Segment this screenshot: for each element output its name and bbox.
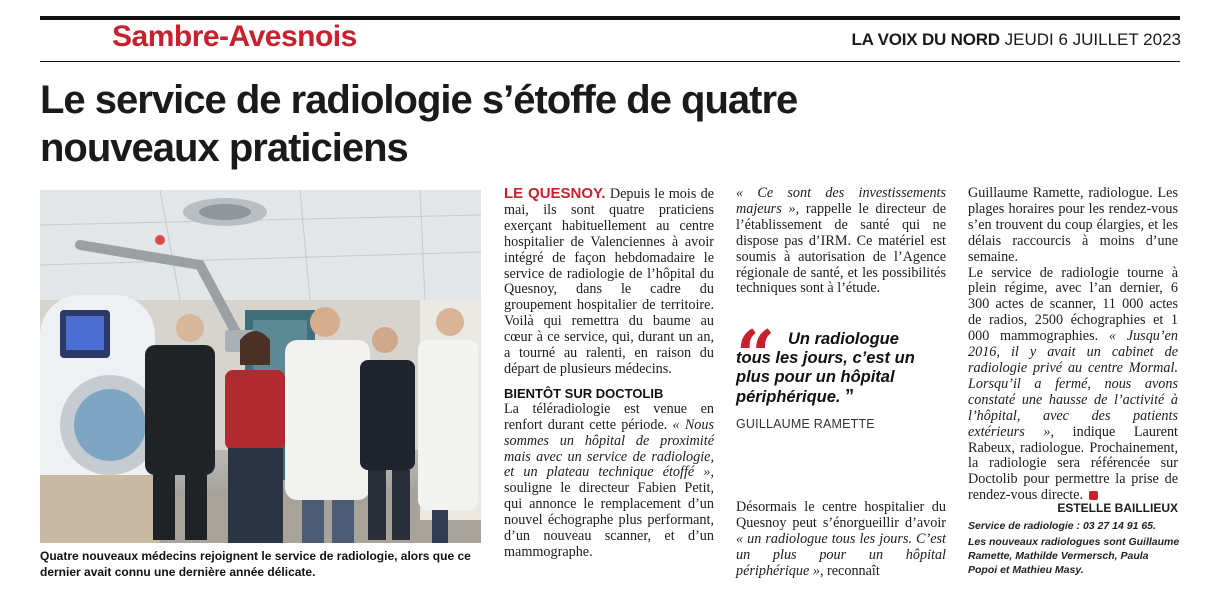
paragraph-teleradiology (504, 402, 714, 561)
service-phone: Service de radiologie : 03 27 14 91 65. (968, 520, 1156, 532)
pull-quote-author: GUILLAUME RAMETTE (736, 417, 875, 431)
text-segment: Désormais le centre hospitalier du Quesnoy peut s’énorgueillir d’avoir (736, 499, 946, 531)
paragraph-investments (736, 186, 946, 297)
intro-text: Depuis le mois de mai, ils sont quatre praticiens exerçant habituellement au centre hospitalier de Valenciennes à avoir intégré de façon hebdomadaire le service de radiologie de l’hôpital du Quesnoy, dans le cadre du groupement hospitalier de territoire. Voilà qui remettra du baume au cœur à ce service, qui, durant un an, a tourné au ralenti, en raison du départ de plusieurs médecins. (504, 186, 715, 377)
paragraph-schedules: Guillaume Ramette, radiologue. Les plages horaires pour les rendez-vous s’en trouvent du coup élargies, et les délais raccourcis à moins d’une semaine. (968, 185, 1178, 265)
text-segment: Le service de radiologie tourne à plein régime, avec l’an dernier, 6 300 actes de scanner, 11 000 actes de radios, 2500 échographies et 1 000 mammographies. (968, 264, 1178, 345)
newspaper-dateline (851, 30, 1181, 50)
photo-caption: Quatre nouveaux médecins rejoignent le service de radiologie, alors que ce dernier avait connu une dernière année délicate. (40, 549, 471, 579)
subheading: BIENTÔT SUR DOCTOLIB (504, 385, 664, 401)
section-title: Sambre-Avesnois (112, 20, 357, 53)
intro-paragraph (504, 186, 714, 378)
quote-segment: « un radiologue tous les jours. C’est un plus pour un hôpital périphérique » (736, 530, 946, 579)
open-quote-mark: “ (736, 316, 776, 396)
article-photo (40, 190, 481, 543)
quote-segment: « Nous sommes un hôpital de proximité mais avec un service de radiologie, et un plateau technique étoffé » (504, 416, 714, 481)
text-segment: La téléradiologie est venue en renfort durant cette période. (504, 400, 714, 433)
text-segment: , rappelle le directeur de l’établissement de santé qui ne dispose pas d’IRM. Ce matériel est soumis à autorisation de l’Agence régionale de santé, et les possibilités techniques sont à l’étude. (736, 200, 946, 297)
text-segment: , souligne le directeur Fabien Petit, qui annonce le remplacement d’un nouvel échographe plus performant, d’un nouveau scanner, et d’un mammographe. (504, 464, 714, 560)
paragraph-daily-radiologist (736, 500, 946, 580)
masthead-bottom-rule (40, 61, 1180, 62)
publication-date: JEUDI 6 JUILLET 2023 (1004, 30, 1181, 49)
radiology-team-illustration (40, 190, 481, 543)
article-column-3 (968, 186, 1178, 504)
location-kicker: LE QUESNOY. (504, 185, 606, 202)
quote-segment: « Ce sont des investissements majeurs » (736, 185, 946, 217)
pull-quote-line: tous les jours, c’est un plus pour un hôpital périphérique. (736, 349, 915, 406)
pull-quote-line: Un radiologue (788, 330, 899, 348)
paragraph-activity (968, 266, 1178, 505)
close-quote-mark: ” (845, 386, 855, 406)
article-column-2 (736, 186, 946, 297)
pull-quote (736, 316, 948, 431)
newspaper-name: LA VOIX DU NORD (851, 30, 1000, 49)
quote-segment: « Jusqu’en 2016, il y avait un cabinet de radiologie privé au centre Mormal. Lorsqu’il a fermé, nous avons constaté une hausse de l’activité à l’hôpital, avec des patients extérieurs » (968, 328, 1178, 440)
text-segment: , indique Laurent Rabeux, radiologue. Prochainement, la radiologie sera référencée sur Doctolib pour permettre la prise de rendez-vous directe. (968, 423, 1179, 504)
article-column-1 (504, 186, 714, 561)
author-signature: ESTELLE BAILLIEUX (1057, 501, 1178, 515)
text-segment: , reconnaît (819, 562, 880, 579)
article-end-mark (1089, 491, 1098, 500)
article-headline: Le service de radiologie s’étoffe de quatre nouveaux praticiens (40, 78, 798, 170)
info-note (968, 519, 1180, 579)
article-column-2-bottom (736, 500, 946, 580)
radiologists-list: Les nouveaux radiologues sont Guillaume Ramette, Mathilde Vermersch, Paula Popoi et Mathieu Masy. (968, 536, 1180, 576)
